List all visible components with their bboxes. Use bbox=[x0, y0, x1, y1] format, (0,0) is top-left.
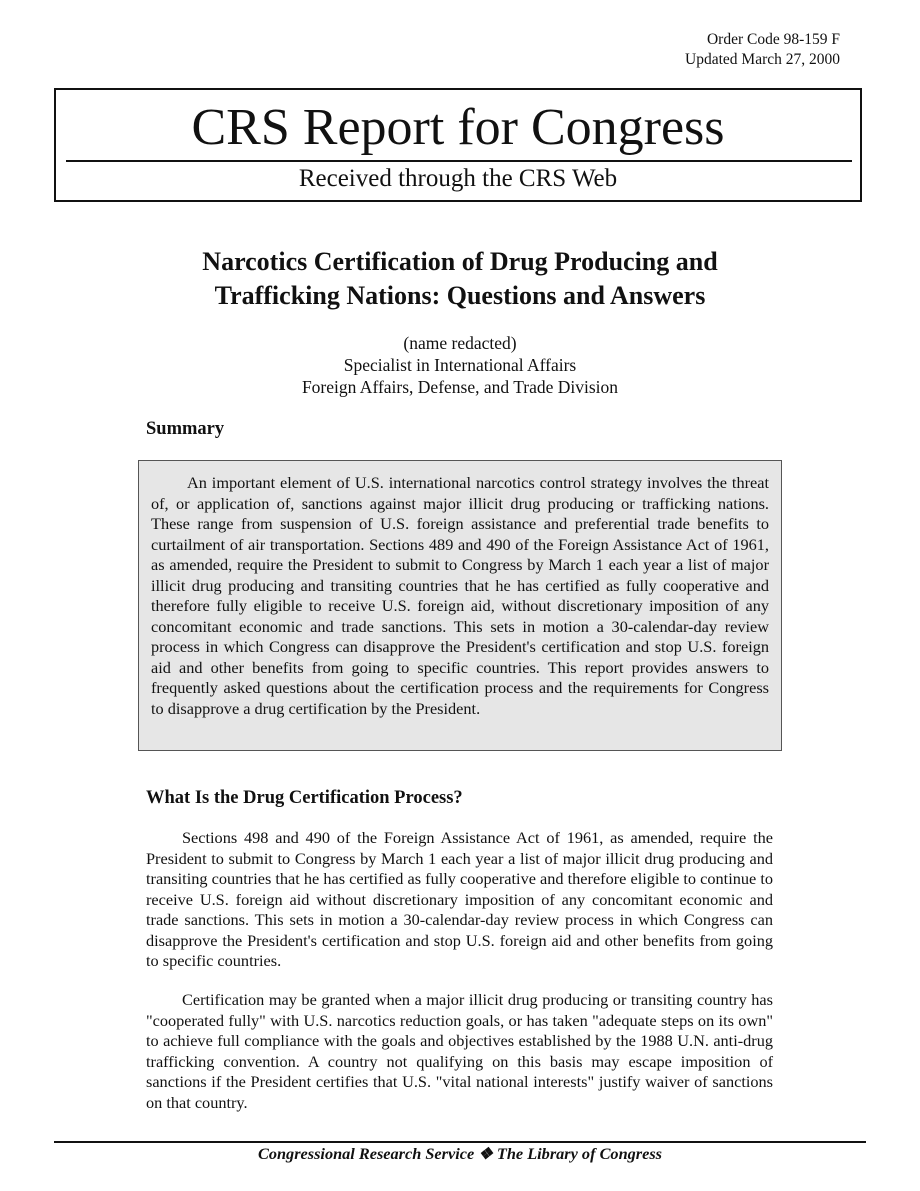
banner-subtitle: Received through the CRS Web bbox=[298, 165, 618, 192]
order-code: Order Code 98-159 F bbox=[706, 31, 840, 48]
author-position: Specialist in International Affairs bbox=[343, 355, 577, 375]
body-paragraph-1-wrap bbox=[146, 828, 773, 972]
body-paragraph-1: Sections 498 and 490 of the Foreign Assistance Act of 1961, as amended, require the President to submit to Congress by March 1 each year a list of major illicit drug producing and transiting countries that he has certified as fully cooperative and therefore eligible to continue to receive U.S. foreign aid without discretionary imposition of any concomitant economic and trade sanctions. This sets in motion a 30-calendar-day review process in which Congress can disapprove the President's certification and stop U.S. foreign aid and other benefits from going to specific countries. bbox=[146, 828, 773, 970]
footer-divider bbox=[54, 1141, 866, 1143]
report-banner bbox=[54, 88, 862, 202]
banner-title: CRS Report for Congress bbox=[191, 99, 725, 156]
footer-text: Congressional Research Service ❖ The Library of Congress bbox=[258, 1144, 662, 1163]
body-paragraph-2-wrap bbox=[146, 990, 773, 1113]
title-line-1: Narcotics Certification of Drug Producing and bbox=[202, 247, 718, 276]
order-code-block bbox=[685, 30, 840, 70]
author-division: Foreign Affairs, Defense, and Trade Division bbox=[301, 377, 619, 397]
author-name: (name redacted) bbox=[403, 333, 517, 353]
title-line-2: Trafficking Nations: Questions and Answers bbox=[214, 281, 706, 310]
summary-heading: Summary bbox=[146, 419, 225, 439]
section-heading: What Is the Drug Certification Process? bbox=[146, 788, 463, 808]
author-block bbox=[0, 332, 920, 398]
document-title bbox=[0, 245, 920, 313]
body-paragraph-2: Certification may be granted when a major illicit drug producing or transiting country has "cooperated fully" with U.S. narcotics reduction goals, or has taken "adequate steps on its own" to achieve full compliance with the goals and objectives established by the 1988 U.N. anti-drug trafficking convention. A country not qualifying on this basis may escape imposition of sanctions if the President certifies that U.S. "vital national interests" justify waiver of sanctions on that country. bbox=[146, 990, 773, 1112]
banner-divider bbox=[66, 160, 852, 162]
summary-text: An important element of U.S. international narcotics control strategy involves the threat of, or application of, sanctions against major illicit drug producing or trafficking nations. These range from suspension of U.S. foreign assistance and preferential trade benefits to curtailment of air transportation. Sections 489 and 490 of the Foreign Assistance Act of 1961, as amended, require the President to submit to Congress by March 1 each year a list of major illicit drug producing and transiting countries that he has certified as fully cooperative and therefore fully eligible to receive U.S. foreign aid, without discretionary imposition of any concomitant economic and trade sanctions. This sets in motion a 30-calendar-day review process in which Congress can disapprove the President's certification and stop U.S. foreign aid and other benefits from going to specific countries. This report provides answers to frequently asked questions about the certification process and the requirements for Congress to disapprove a drug certification by the President. bbox=[151, 473, 769, 718]
updated-date: Updated March 27, 2000 bbox=[685, 51, 840, 68]
summary-box bbox=[138, 460, 782, 751]
